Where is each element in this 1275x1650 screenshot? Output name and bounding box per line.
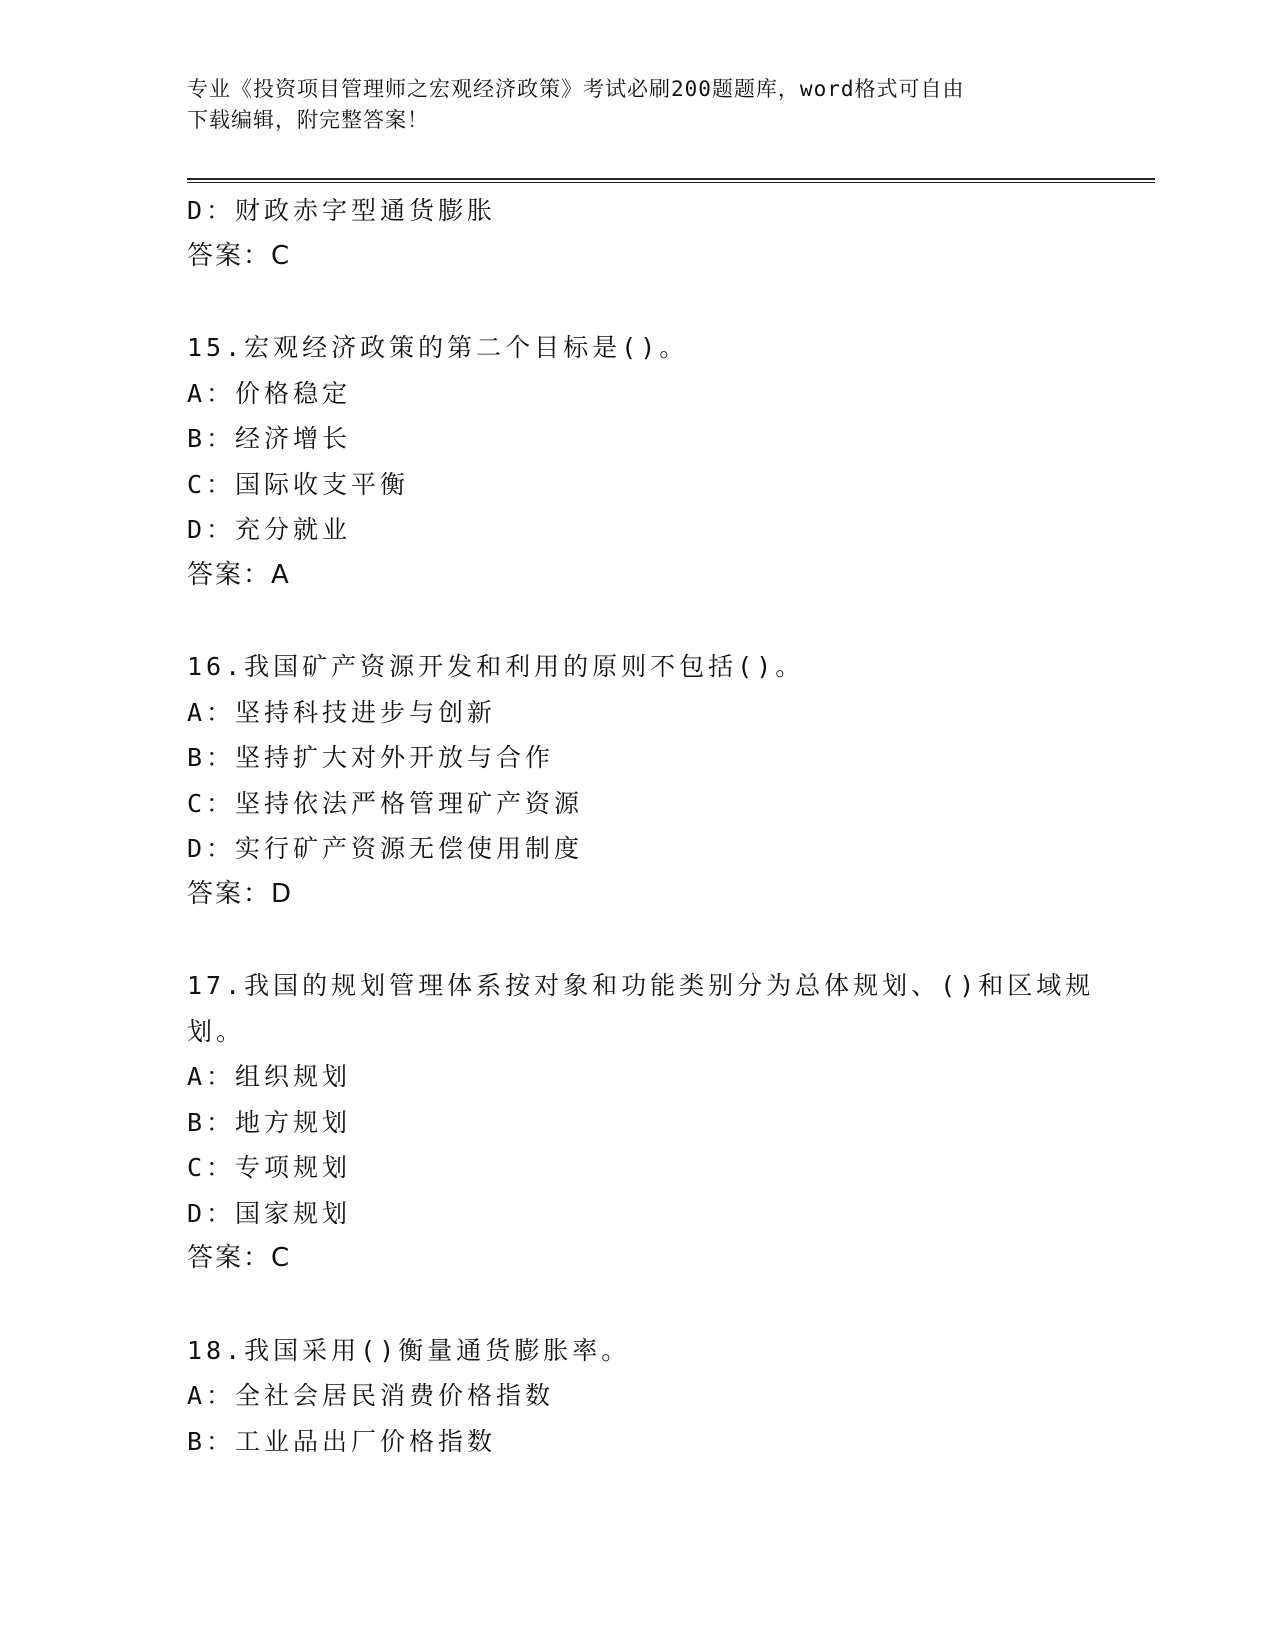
answer-line: 答案：C bbox=[187, 240, 292, 271]
option-a: A：价格稳定 bbox=[187, 378, 352, 408]
question-title: 15.宏观经济政策的第二个目标是()。 bbox=[187, 333, 689, 362]
option-d: D：国家规划 bbox=[187, 1198, 352, 1228]
answer-line: 答案：C bbox=[187, 1243, 292, 1273]
question-14-continuation bbox=[187, 188, 1087, 279]
option-a: A：全社会居民消费价格指数 bbox=[187, 1381, 555, 1410]
option-a: A：坚持科技进步与创新 bbox=[187, 697, 497, 727]
spacer bbox=[187, 1282, 1087, 1328]
option-d: D：实行矿产资源无偿使用制度 bbox=[187, 834, 584, 863]
document-body bbox=[187, 188, 1095, 1464]
question-title: 16.我国矿产资源开发和利用的原则不包括()。 bbox=[187, 652, 805, 681]
question-17 bbox=[187, 963, 1095, 1282]
option-a: A：组织规划 bbox=[187, 1062, 352, 1091]
option-c: C：国际收支平衡 bbox=[187, 469, 410, 499]
option-b: B：工业品出厂价格指数 bbox=[187, 1426, 497, 1456]
question-16 bbox=[187, 644, 1087, 917]
spacer bbox=[187, 917, 1087, 963]
option-c: C：坚持依法严格管理矿产资源 bbox=[187, 788, 584, 818]
question-title-line-2: 划。 bbox=[187, 1016, 246, 1046]
spacer bbox=[187, 279, 1087, 325]
option-c: C：专项规划 bbox=[187, 1153, 352, 1182]
option-d: D：充分就业 bbox=[187, 515, 352, 544]
answer-line: 答案：A bbox=[187, 559, 291, 590]
question-title-line-1: 17.我国的规划管理体系按对象和功能类别分为总体规划、()和区域规 bbox=[187, 971, 1095, 1000]
question-15 bbox=[187, 325, 1087, 598]
document-header bbox=[187, 74, 1067, 136]
option-b: B：坚持扩大对外开放与合作 bbox=[187, 743, 555, 772]
option-b: B：经济增长 bbox=[187, 424, 352, 453]
answer-line: 答案：D bbox=[187, 878, 294, 909]
question-title: 18.我国采用()衡量通货膨胀率。 bbox=[187, 1335, 631, 1365]
option-d: D：财政赤字型通货膨胀 bbox=[187, 196, 497, 225]
spacer bbox=[187, 598, 1087, 644]
header-divider bbox=[187, 178, 1155, 183]
header-line-2: 下载编辑，附完整答案！ bbox=[187, 108, 429, 132]
option-b: B：地方规划 bbox=[187, 1107, 352, 1137]
header-line-1: 专业《投资项目管理师之宏观经济政策》考试必刷200题题库，word格式可自由 bbox=[187, 77, 965, 101]
question-18 bbox=[187, 1328, 1087, 1465]
